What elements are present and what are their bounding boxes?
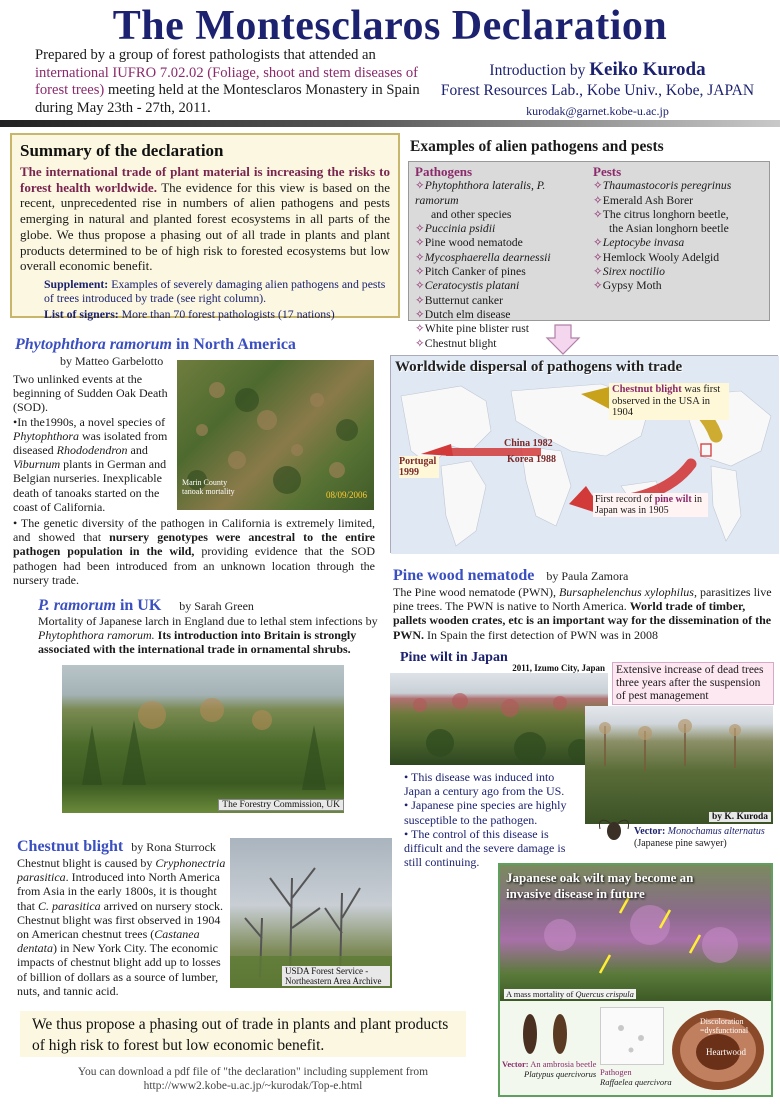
page-title: The Montesclaros Declaration — [112, 3, 668, 49]
pathogens-item-label: Mycosphaerella dearnessii — [424, 250, 551, 264]
cb-t3: . Introduced into North America from Asia in the early 1800s, it is thought that — [17, 870, 220, 913]
chestnut-text — [17, 856, 229, 998]
bullet-icon: ✧ — [593, 179, 603, 193]
p3a: • The genetic diversity of the pathogen in California is extremely limited, and showed that — [13, 516, 375, 545]
izumo-pine-photo — [390, 663, 608, 765]
uk-title-row — [38, 597, 254, 615]
izumo-photo-caption: 2011, Izumo City, Japan — [512, 663, 605, 673]
pathogens-item — [415, 308, 585, 322]
signers-label: List of signers: — [44, 306, 119, 321]
pathogens-item — [415, 222, 585, 236]
oak-pathogen-caption — [600, 1067, 672, 1087]
oak-pathogen-name: Raffaelea quercivora — [600, 1077, 672, 1087]
phyto-na-title — [15, 336, 296, 354]
pine-wilt-callout — [593, 493, 708, 517]
pwn-t2: Bursaphelenchus xylophilus, — [558, 585, 697, 599]
pwn-t3: parasitizes live pine trees. The PWN is native to North America. — [393, 585, 772, 614]
iufro-meeting-link-text: international IUFRO 7.02.02 (Foliage, shoot and stem diseases of forest trees) — [35, 64, 419, 98]
phyto-na-text — [13, 372, 175, 514]
summary-lead: The international trade of plant material is increasing the risks to forest health worldwide. — [20, 164, 390, 195]
p2d: Rhododendron — [56, 443, 128, 458]
chestnut-author: by Rona Sturrock — [131, 840, 216, 854]
bullet-icon: ✧ — [415, 336, 425, 350]
dead-pines-photo — [585, 706, 773, 824]
vector-name: Monochamus alternatus — [667, 826, 765, 837]
pathogens-item-label: Chestnut blight — [424, 336, 497, 350]
pests-column — [593, 165, 763, 317]
tanoak-photo-caption: Marin County tanoak mortality — [182, 478, 235, 496]
pests-item-label: Hemlock Wooly Adelgid — [602, 250, 720, 264]
phyto-na-title-italic: Phytophthora ramorum — [15, 336, 172, 353]
p3c: providing evidence that the SOD pathogen had been introduced from an unknown location through the nursery trade. — [13, 544, 376, 587]
cb-t2: Cryphonectria parasitica — [17, 856, 226, 885]
pests-item-label: Emerald Ash Borer — [602, 193, 694, 207]
author-name: Keiko Kuroda — [589, 59, 706, 80]
oak-wilt-box — [498, 863, 773, 1097]
pests-item — [593, 279, 763, 293]
oak-photo-caption — [504, 989, 636, 999]
pests-item — [593, 222, 763, 236]
pwn-title: Pine wood nematode — [393, 567, 535, 584]
signers-note — [20, 307, 390, 322]
oak-vector-name: Platypus quercivorus — [524, 1069, 597, 1079]
pine-sawyer-beetle-icon — [598, 815, 630, 843]
pinewilt-bullet-1: • This disease was induced into Japan a century ago from the US. — [404, 770, 565, 799]
pests-item-label: Thaumastocoris peregrinus — [602, 179, 732, 193]
world-map-title: Worldwide dispersal of pathogens with trade — [395, 359, 683, 375]
pwn-t1: The Pine wood nematode (PWN), — [393, 585, 559, 599]
pinewilt-a: First record of — [595, 494, 655, 505]
larch-forest-texture — [62, 665, 344, 813]
fungal-spores-icon — [601, 1008, 665, 1066]
uk-author: by Sarah Green — [179, 599, 254, 613]
forestry-commission-caption: The Forestry Commission, UK — [218, 799, 344, 811]
summary-text — [20, 164, 390, 274]
bullet-icon: ✧ — [415, 293, 425, 307]
chestnut-callout-bold: Chestnut blight — [612, 384, 682, 395]
bullet-icon: ✧ — [415, 265, 425, 279]
uk-title-italic: P. ramorum — [38, 597, 116, 614]
label-korea-1988: Korea 1988 — [507, 454, 556, 465]
pests-item — [593, 179, 763, 193]
oak-vector-text: An ambrosia beetle — [528, 1059, 597, 1069]
pwn-text — [393, 585, 773, 642]
dead-pines-texture — [585, 706, 773, 824]
cb-t4: C. parasitica — [38, 898, 101, 913]
uk-t1: Mortality of Japanese larch in England due to lethal stem infections by — [38, 614, 378, 628]
uk-text — [38, 614, 378, 657]
bullet-icon: ✧ — [593, 250, 603, 264]
chestnut-title-row — [17, 838, 216, 856]
oak-cap-b: Quercus crispula — [575, 989, 634, 999]
pine-forest-texture — [390, 673, 608, 765]
pinewilt-note: Extensive increase of dead trees three years after the suspension of pest management — [612, 662, 774, 705]
pathogens-item-label: Dutch elm disease — [424, 307, 511, 321]
bullet-icon: ✧ — [593, 193, 603, 207]
pathogens-item-label: White pine blister rust — [424, 322, 529, 336]
examples-title: Examples of alien pathogens and pests — [410, 138, 664, 155]
pests-item-label: Gypsy Moth — [602, 279, 662, 293]
oak-wilt-title: Japanese oak wilt may become an invasive disease in future — [506, 870, 694, 901]
dead-chestnut-photo — [230, 838, 392, 988]
bullet-icon: ✧ — [415, 222, 425, 236]
b1: This disease was induced into Japan a century ago from the US. — [404, 770, 565, 799]
pests-item — [593, 194, 763, 208]
bullet-icon: ✧ — [415, 279, 425, 293]
bullet-icon: ✧ — [593, 236, 603, 250]
bullet-icon: ✧ — [593, 265, 603, 279]
pathogens-item-label: Puccinia psidii — [424, 222, 496, 236]
pathogens-item — [415, 179, 585, 208]
oak-vector-label: Vector: — [502, 1059, 529, 1069]
pine-vector-line — [634, 826, 765, 837]
uk-t3: Its introduction into Britain is strongly associated with the international trade in ornamental shrubs. — [38, 628, 357, 657]
bullet-icon: ✧ — [415, 250, 425, 264]
p2f: Viburnum — [13, 457, 61, 472]
pests-item — [593, 265, 763, 279]
download-note — [10, 1065, 496, 1093]
pests-item-label: the Asian longhorn beetle — [609, 222, 729, 236]
uk-title-rest: in UK — [115, 597, 162, 614]
pests-heading: Pests — [593, 164, 622, 179]
tanoak-mortality-photo — [177, 360, 374, 510]
oak-cap-a: A mass mortality of — [506, 989, 576, 999]
pathogens-item-label: and other species — [431, 207, 512, 221]
p2b: Phytophthora — [13, 428, 79, 443]
pwn-author: by Paula Zamora — [546, 569, 629, 583]
b2: Japanese pine species are highly susceptible to the pathogen. — [404, 798, 567, 827]
bullet-icon: ✧ — [415, 236, 425, 250]
world-dispersal-map — [390, 355, 778, 553]
summary-body: The evidence for this view is based on the recent, unprecedented rise in numbers of alien pathogens and pests emerging in natural and planted forest ecosystems in all parts of the globe. We thus propose a phasing out of all trade in plants and plant products determined to be of high risk to forested ecosystems but low overall economic benefit. — [20, 179, 390, 274]
phyto-na-author: by Matteo Garbelotto — [60, 354, 164, 368]
pathogens-heading: Pathogens — [415, 164, 473, 179]
pwn-title-row — [393, 567, 628, 585]
bullet-icon: ✧ — [415, 322, 425, 336]
cb-t7: ) in New York City. The economic impacts of chestnut blight add up to losses of billion of dollars as a source of lumber, nuts, and tannic acid. — [17, 941, 221, 998]
supplement-text: Examples of severely damaging alien pathogens and pests of trees introduced by trade (see right column). — [44, 276, 386, 305]
fungus-micrograph — [600, 1007, 664, 1065]
label-portugal-1999: Portugal 1999 — [399, 456, 439, 478]
chestnut-blight-callout — [609, 383, 729, 420]
intro-by: Introduction by — [489, 62, 590, 79]
prepared-by-text — [35, 47, 430, 117]
pathogens-item-label: Pine wood nematode — [424, 236, 523, 250]
pathogens-item-label: Pitch Canker of pines — [424, 265, 526, 279]
prepared-text-b: meeting held at the Montesclaros Monastery in Spain during May 23th - 27th, 2011. — [35, 82, 420, 116]
larch-mortality-photo — [62, 665, 344, 813]
pests-item-label: Leptocybe invasa — [602, 236, 685, 250]
label-china-1982: China 1982 — [504, 438, 553, 449]
heartwood-label: Heartwood — [706, 1047, 746, 1057]
oak-pathogen-label: Pathogen — [600, 1067, 632, 1077]
phyto-na-title-rest: in North America — [171, 336, 296, 353]
download-line1: You can download a pdf file of "the declaration" including supplement from — [77, 1066, 429, 1078]
vector-common-name: (Japanese pine sawyer) — [634, 838, 727, 849]
summary-box — [10, 133, 400, 321]
p2c: was isolated from diseased — [13, 428, 168, 458]
author-email: kurodak@garnet.kobe-u.ac.jp — [526, 104, 669, 118]
download-url[interactable]: http://www2.kobe-u.ac.jp/~kurodak/Top-e.html — [143, 1080, 363, 1092]
cb-t1: Chestnut blight is caused by — [17, 856, 156, 870]
oak-vector-caption — [502, 1059, 597, 1079]
supplement-note — [20, 277, 390, 305]
pathogens-item — [415, 265, 585, 279]
pathogens-item — [415, 236, 585, 250]
kuroda-photo-credit: by K. Kuroda — [709, 812, 771, 822]
pathogens-item-label: Ceratocystis platani — [424, 279, 520, 293]
pinewilt-bullet-3: • The control of this disease is difficult and the severe damage is still continuing. — [404, 826, 566, 870]
down-arrow-icon — [545, 325, 581, 355]
discoloration-label: Discoloration =dysfunctional — [700, 1017, 749, 1035]
b3: The control of this disease is difficult and the severe damage is still continuing. — [404, 826, 566, 870]
bullet-icon: ✧ — [593, 279, 603, 293]
phyto-na-p2 — [13, 415, 175, 514]
pinewilt-c: in Japan was in 1905 — [595, 494, 702, 516]
author-block — [430, 60, 765, 121]
pinewilt-bullets — [404, 770, 578, 869]
conclusion-statement: We thus propose a phasing out of trade in plants and plant products of high risk to forest but low economic benefit. — [20, 1011, 466, 1057]
chestnut-callout-text: was first observed in the USA in 1904 — [612, 384, 721, 418]
usda-photo-caption: USDA Forest Service - Northeastern Area Archive — [282, 966, 390, 986]
pinewilt-b: pine wilt — [654, 494, 692, 505]
pathogens-item — [415, 279, 585, 293]
chestnut-title: Chestnut blight — [17, 838, 124, 855]
pinewilt-title: Pine wilt in Japan — [400, 650, 508, 665]
phyto-na-p3 — [13, 516, 375, 587]
p2e: and — [127, 443, 148, 458]
pests-item-label: The citrus longhorn beetle, — [602, 207, 729, 221]
pathogens-item — [415, 251, 585, 265]
pests-item-label: Sirex noctilio — [602, 265, 666, 279]
pathogens-item — [415, 208, 585, 222]
bullet-icon: ✧ — [415, 179, 425, 193]
signers-text: More than 70 forest pathologists (17 nations) — [118, 306, 335, 321]
tanoak-photo-date: 08/09/2006 — [325, 490, 367, 500]
pathogens-column — [415, 164, 585, 350]
oak-mortality-photo — [500, 865, 771, 1001]
vector-label: Vector: — [634, 826, 666, 837]
pinewilt-bullet-2: • Japanese pine species are highly susceptible to the pathogen. — [404, 798, 567, 827]
supplement-label: Supplement: — [44, 276, 109, 291]
pathogens-item-label: Butternut canker — [424, 293, 504, 307]
ambrosia-beetle-icon — [510, 1009, 590, 1059]
pathogens-item — [415, 294, 585, 308]
pests-item — [593, 236, 763, 250]
cb-t5: arrived on nursery stock. Chestnut blight was first observed in 1904 on American chestnut trees ( — [17, 898, 223, 942]
pests-item — [593, 251, 763, 265]
pwn-t4: World trade of timber, pallets wooden crates, etc is an important way for the dissemination of the PWN. — [393, 599, 772, 642]
cb-t6: Castanea dentata — [17, 927, 200, 956]
prepared-text-a: Prepared by a group of forest pathologists that attended an — [35, 47, 376, 63]
summary-title: Summary of the declaration — [20, 141, 224, 160]
pathogens-item-label: Phytophthora lateralis, P. ramorum — [415, 179, 546, 207]
header-divider — [0, 120, 780, 127]
bullet-icon: ✧ — [415, 307, 425, 321]
phyto-na-p1: Two unlinked events at the beginning of Sudden Oak Death (SOD). — [13, 372, 168, 415]
uk-t2: Phytophthora ramorum. — [38, 628, 155, 643]
author-affiliation: Forest Resources Lab., Kobe Univ., Kobe, JAPAN — [440, 82, 755, 99]
p2g: plants in German and Belgian nurseries. Inexplicable death of tanoaks started on the coast of California. — [13, 457, 167, 514]
pests-item — [593, 208, 763, 222]
p2a: •In the1990s, a novel species of — [13, 414, 166, 429]
bullet-icon: ✧ — [593, 207, 603, 221]
examples-box — [408, 161, 770, 350]
p3b: nursery genotypes were ancestral to the entire pathogen population in the wild, — [13, 530, 376, 559]
pwn-t5: In Spain the first detection of PWN was in 2008 — [424, 627, 658, 642]
